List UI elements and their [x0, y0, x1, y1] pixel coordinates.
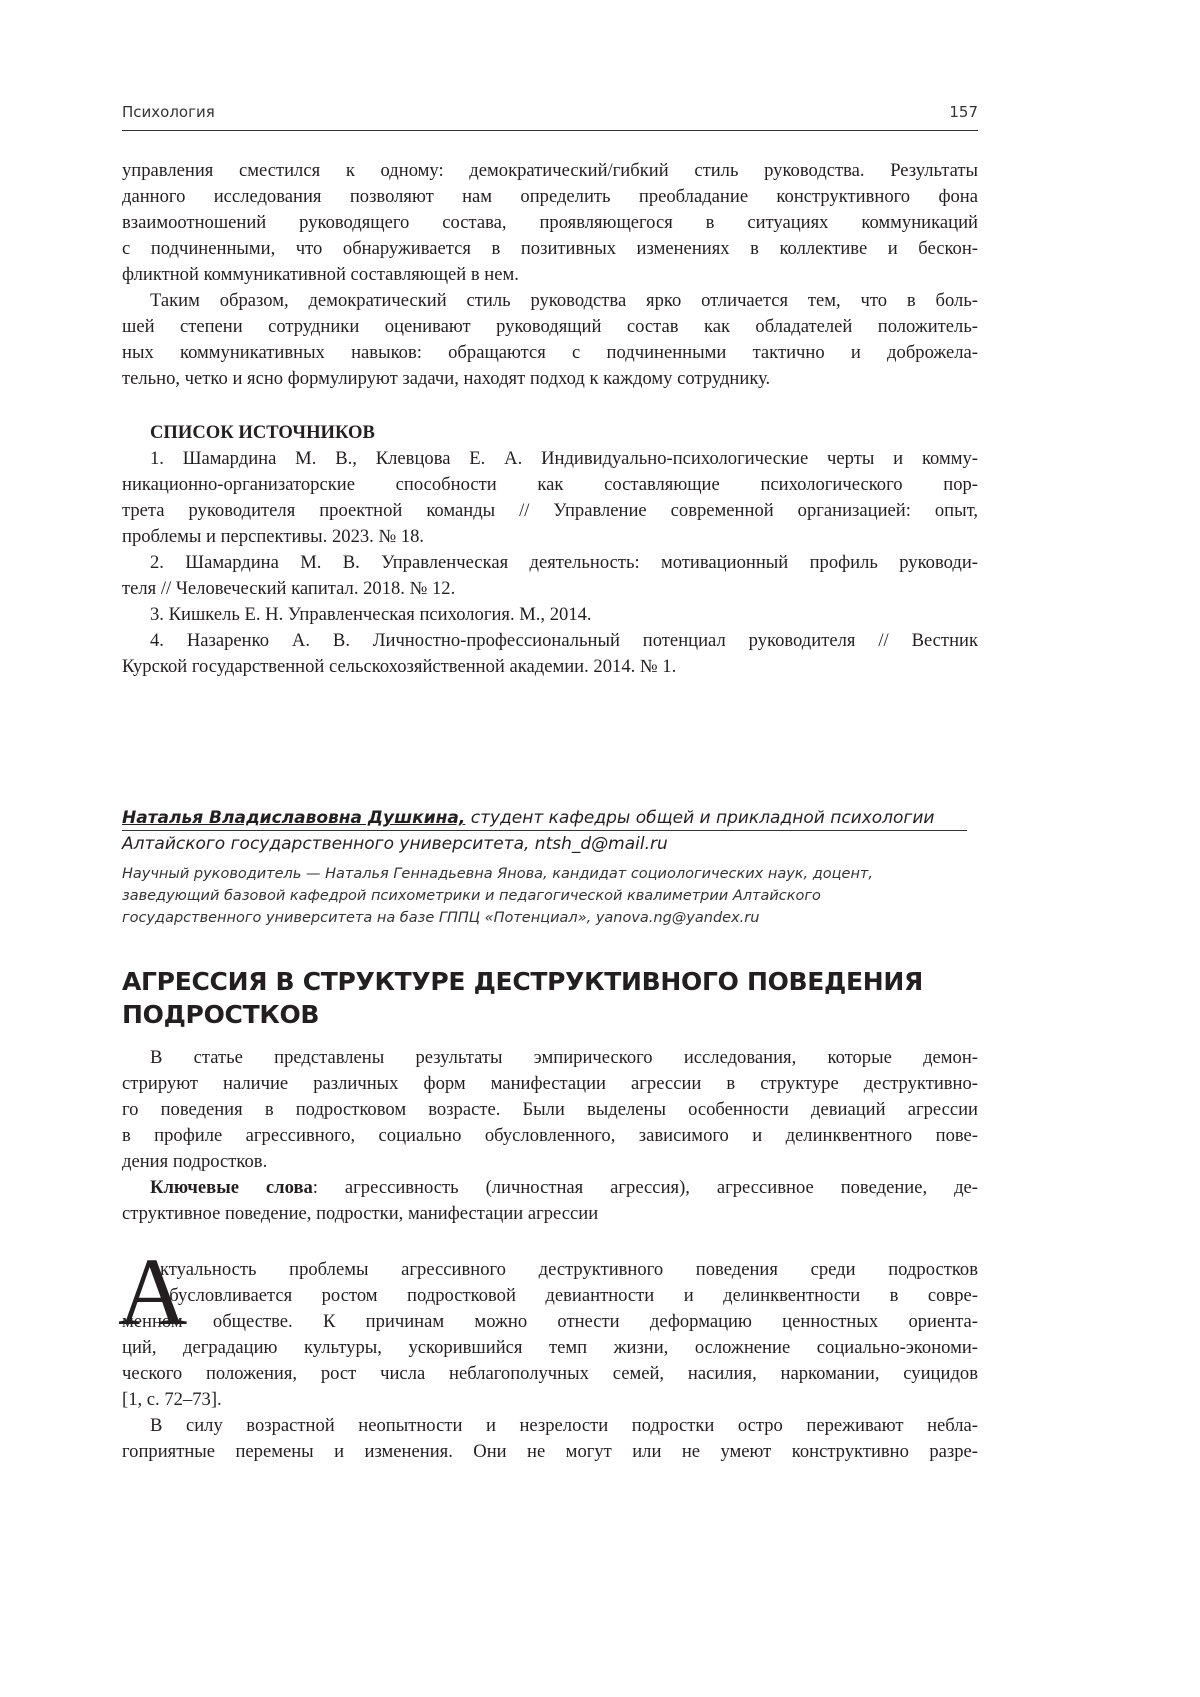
text-line: взаимоотношений руководящего состава, проявляющегося в ситуациях коммуникаций: [122, 210, 978, 236]
text-line: ных коммуникативных навыков: обращаются с подчиненными тактично и доброжела-: [122, 340, 978, 366]
text-line: с подчиненными, что обнаруживается в позитивных изменениях в коллективе и бескон-: [122, 236, 978, 262]
body-line: обусловливается ростом подростковой девиантности и делинквентности в совре-: [122, 1283, 978, 1309]
body-paragraph: [122, 1257, 978, 1413]
reference-line: трета руководителя проектной команды // Управление современной организацией: опыт,: [122, 498, 978, 524]
title-line: АГРЕССИЯ В СТРУКТУРЕ ДЕСТРУКТИВНОГО ПОВЕДЕНИЯ: [122, 965, 978, 998]
reference-line: 1. Шамардина М. В., Клевцова Е. А. Индивидуально-психологические черты и комму-: [122, 446, 978, 472]
page-number: 157: [949, 103, 978, 121]
author-position: студент кафедры общей и прикладной психологии: [465, 808, 934, 828]
abstract-line: в профиле агрессивного, социально обусловленного, зависимого и делинквентного пове-: [122, 1123, 978, 1149]
body-line: менном обществе. К причинам можно отнести деформацию ценностных ориента-: [122, 1309, 978, 1335]
supervisor-line: заведующий базовой кафедрой психометрики и педагогической квалиметрии Алтайского: [122, 885, 978, 907]
references: [122, 420, 978, 680]
reference-line: 3. Кишкель Е. Н. Управленческая психология. М., 2014.: [122, 602, 978, 628]
reference-line: 4. Назаренко А. В. Личностно-профессиональный потенциал руководителя // Вестник: [122, 628, 978, 654]
running-header: [122, 100, 978, 131]
text-line: шей степени сотрудники оценивают руководящий состав как обладателей положитель-: [122, 314, 978, 340]
supervisor-info: [122, 863, 978, 929]
abstract-line: стрируют наличие различных форм манифестации агрессии в структуре деструктивно-: [122, 1071, 978, 1097]
title-line: ПОДРОСТКОВ: [122, 998, 978, 1031]
abstract: [122, 1045, 978, 1175]
text-line: управления сместился к одному: демократический/гибкий стиль руководства. Результаты: [122, 158, 978, 184]
text-line: тельно, четко и ясно формулируют задачи, находят подход к каждому сотруднику.: [122, 366, 978, 392]
section-name: Психология: [122, 103, 215, 121]
reference-line: Курской государственной сельскохозяйственной академии. 2014. № 1.: [122, 654, 978, 680]
reference-line: 2. Шамардина М. В. Управленческая деятельность: мотивационный профиль руководи-: [122, 550, 978, 576]
body-line: ктуальность проблемы агрессивного деструктивного поведения среди подростков: [122, 1257, 978, 1283]
text-line: Таким образом, демократический стиль руководства ярко отличается тем, что в боль-: [122, 288, 978, 314]
reference-line: никационно-организаторские способности как составляющие психологического пор-: [122, 472, 978, 498]
author-affiliation: Алтайского государственного университета, ntsh_d@mail.ru: [122, 831, 978, 857]
body-line: гоприятные перемены и изменения. Они не могут или не умеют конструктивно разре-: [122, 1439, 978, 1465]
body-paragraph: [122, 1413, 978, 1465]
supervisor-line: Научный руководитель — Наталья Геннадьевна Янова, кандидат социологических наук, доцент,: [122, 863, 978, 885]
reference-line: теля // Человеческий капитал. 2018. № 12.: [122, 576, 978, 602]
body-line: [1, с. 72–73].: [122, 1387, 978, 1413]
text-line: фликтной коммуникативной составляющей в нем.: [122, 262, 978, 288]
body-line: ческого положения, рост числа неблагополучных семей, насилия, наркомании, суицидов: [122, 1361, 978, 1387]
author-name: Наталья Владиславовна Душкина,: [122, 808, 465, 828]
body-line: В силу возрастной неопытности и незрелости подростки остро переживают небла-: [122, 1413, 978, 1439]
reference-line: проблемы и перспективы. 2023. № 18.: [122, 524, 978, 550]
keywords-label: Ключевые слова: [150, 1177, 313, 1198]
body-line: ций, деградацию культуры, ускорившийся темп жизни, осложнение социально-экономи-: [122, 1335, 978, 1361]
keywords-text: : агрессивность (личностная агрессия), агрессивное поведение, де-: [313, 1177, 978, 1198]
author-block: [122, 806, 978, 929]
author-line: [122, 806, 967, 831]
keywords: [122, 1175, 978, 1227]
references-heading: СПИСОК ИСТОЧНИКОВ: [122, 420, 978, 446]
article-title: [122, 965, 978, 1031]
abstract-line: В статье представлены результаты эмпирического исследования, которые демон-: [122, 1045, 978, 1071]
abstract-line: го поведения в подростковом возрасте. Были выделены особенности девиаций агрессии: [122, 1097, 978, 1123]
intro-text: [122, 158, 978, 392]
keywords-text: структивное поведение, подростки, манифестации агрессии: [122, 1201, 978, 1227]
drop-cap: А: [118, 1252, 187, 1332]
supervisor-line: государственного университета на базе ГППЦ «Потенциал», yanova.ng@yandex.ru: [122, 907, 978, 929]
text-line: данного исследования позволяют нам определить преобладание конструктивного фона: [122, 184, 978, 210]
abstract-line: дения подростков.: [122, 1149, 978, 1175]
